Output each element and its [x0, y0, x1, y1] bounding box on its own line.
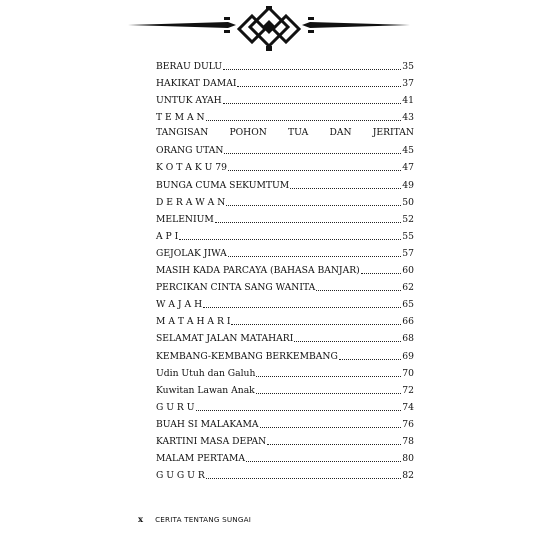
toc-entry[interactable]: [156, 413, 414, 430]
toc-entry-page: 68: [402, 333, 414, 345]
header-ornament: [128, 6, 410, 52]
toc-leader-dots: [246, 460, 401, 462]
toc-entry-title: ORANG UTAN: [156, 145, 224, 157]
toc-entry-title: M A T A H A R I: [156, 316, 231, 328]
toc-leader-dots: [290, 187, 401, 189]
toc-leader-dots: [196, 409, 402, 411]
toc-entry-title: G U G U R: [156, 470, 205, 482]
toc-entry[interactable]: [156, 72, 414, 89]
toc-entry-page: 35: [402, 61, 414, 73]
toc-entry-page: 57: [402, 247, 414, 259]
toc-entry-title: GEJOLAK JIWA: [156, 247, 227, 259]
toc-entry[interactable]: [156, 379, 414, 396]
toc-entry-page: 45: [402, 145, 414, 157]
toc-entry-title: PERCIKAN CINTA SANG WANITA: [156, 282, 316, 294]
toc-entry[interactable]: [156, 396, 414, 413]
toc-entry-page: 65: [402, 299, 414, 311]
toc-entry-title: D E R A W A N: [156, 196, 226, 208]
toc-entry-word: DAN: [329, 127, 352, 139]
toc-leader-dots: [226, 204, 401, 206]
toc-leader-dots: [203, 306, 401, 308]
toc-entry-title: BUNGA CUMA SEKUMTUM: [156, 179, 290, 191]
toc-leader-dots: [339, 358, 401, 360]
toc-entry-title: G U R U: [156, 401, 195, 413]
toc-entry-word: JERITAN: [372, 127, 414, 139]
toc-leader-dots: [260, 426, 402, 428]
toc-entry[interactable]: [156, 156, 414, 173]
toc-entry[interactable]: [156, 293, 414, 310]
toc-entry[interactable]: [156, 89, 414, 106]
toc-entry[interactable]: [156, 327, 414, 344]
toc-entry[interactable]: [156, 225, 414, 242]
toc-entry-title: W A J A H: [156, 299, 203, 311]
toc-entry-page: 41: [402, 95, 414, 107]
toc-entry-page: 74: [402, 401, 414, 413]
toc-entry-title: A P I: [156, 230, 179, 242]
toc-entry-page: 47: [402, 162, 414, 174]
toc-entry-page: 76: [402, 418, 414, 430]
toc-leader-dots: [228, 169, 401, 171]
page-number: x: [138, 515, 144, 525]
toc-entry-page: 69: [402, 350, 414, 362]
running-title: CERITA TENTANG SUNGAI: [155, 515, 252, 524]
toc-entry-title: T E M A N: [156, 112, 205, 124]
toc-entry-title: MASIH KADA PARCAYA (BAHASA BANJAR): [156, 265, 360, 277]
toc-entry-title: BERAU DULU: [156, 61, 223, 73]
toc-leader-dots: [215, 221, 402, 223]
toc-entry-page: 60: [402, 265, 414, 277]
toc-entry-word: TUA: [288, 127, 309, 139]
toc-entry[interactable]: [156, 55, 414, 72]
toc-entry-word: TANGISAN: [156, 127, 209, 139]
toc-entry-title: BUAH SI MALAKAMA: [156, 418, 259, 430]
page-footer: [138, 515, 251, 525]
toc-entry-title: KEMBANG-KEMBANG BERKEMBANG: [156, 350, 338, 362]
toc-leader-dots: [267, 443, 401, 445]
toc-entry-title: Udin Utuh dan Galuh: [156, 367, 256, 379]
toc-entry-page: 50: [402, 196, 414, 208]
toc-entry-title-line1: [156, 123, 414, 138]
toc-entry-page: 49: [402, 179, 414, 191]
toc-entry-page: 80: [402, 453, 414, 465]
toc-entry[interactable]: [156, 106, 414, 123]
toc-entry[interactable]: [156, 276, 414, 293]
toc-leader-dots: [224, 152, 401, 154]
toc-entry[interactable]: [156, 464, 414, 481]
toc-entry[interactable]: [156, 344, 414, 361]
toc-leader-dots: [294, 340, 401, 342]
toc-leader-dots: [316, 289, 401, 291]
toc-leader-dots: [256, 392, 402, 394]
toc-entry-page: 52: [402, 213, 414, 225]
toc-entry[interactable]: [156, 259, 414, 276]
toc-entry-title: Kuwitan Lawan Anak: [156, 384, 255, 396]
toc-entry-title: UNTUK AYAH: [156, 95, 222, 107]
toc-entry-page: 37: [402, 78, 414, 90]
toc-leader-dots: [237, 85, 401, 87]
toc-leader-dots: [223, 68, 401, 70]
toc-leader-dots: [256, 375, 401, 377]
table-of-contents: [156, 55, 414, 481]
toc-leader-dots: [228, 255, 402, 257]
toc-entry-title: MELENIUM: [156, 213, 214, 225]
toc-entry-page: 55: [402, 230, 414, 242]
toc-leader-dots: [361, 272, 402, 274]
toc-entry-page: 66: [402, 316, 414, 328]
toc-leader-dots: [206, 119, 402, 121]
toc-entry-page: 82: [402, 470, 414, 482]
toc-entry[interactable]: [156, 362, 414, 379]
toc-entry-page: 43: [402, 112, 414, 124]
toc-entry-page: 62: [402, 282, 414, 294]
toc-entry-title: HAKIKAT DAMAI: [156, 78, 237, 90]
toc-leader-dots: [231, 323, 401, 325]
toc-entry-page: 78: [402, 435, 414, 447]
toc-entry[interactable]: [156, 310, 414, 327]
toc-entry[interactable]: [156, 447, 414, 464]
toc-entry-word: POHON: [229, 127, 267, 139]
toc-entry-page: 72: [402, 384, 414, 396]
toc-entry[interactable]: [156, 242, 414, 259]
toc-entry-title: K O T A K U 79: [156, 162, 227, 174]
toc-leader-dots: [206, 477, 402, 479]
toc-entry[interactable]: [156, 208, 414, 225]
toc-entry-title: MALAM PERTAMA: [156, 453, 246, 465]
toc-entry[interactable]: [156, 191, 414, 208]
toc-entry[interactable]: [156, 173, 414, 190]
toc-entry-page: 70: [402, 367, 414, 379]
toc-leader-dots: [223, 102, 402, 104]
toc-entry[interactable]: [156, 430, 414, 447]
toc-entry-title: SELAMAT JALAN MATAHARI: [156, 333, 294, 345]
toc-entry-title: KARTINI MASA DEPAN: [156, 435, 267, 447]
toc-leader-dots: [179, 238, 401, 240]
toc-entry[interactable]: [156, 123, 414, 156]
